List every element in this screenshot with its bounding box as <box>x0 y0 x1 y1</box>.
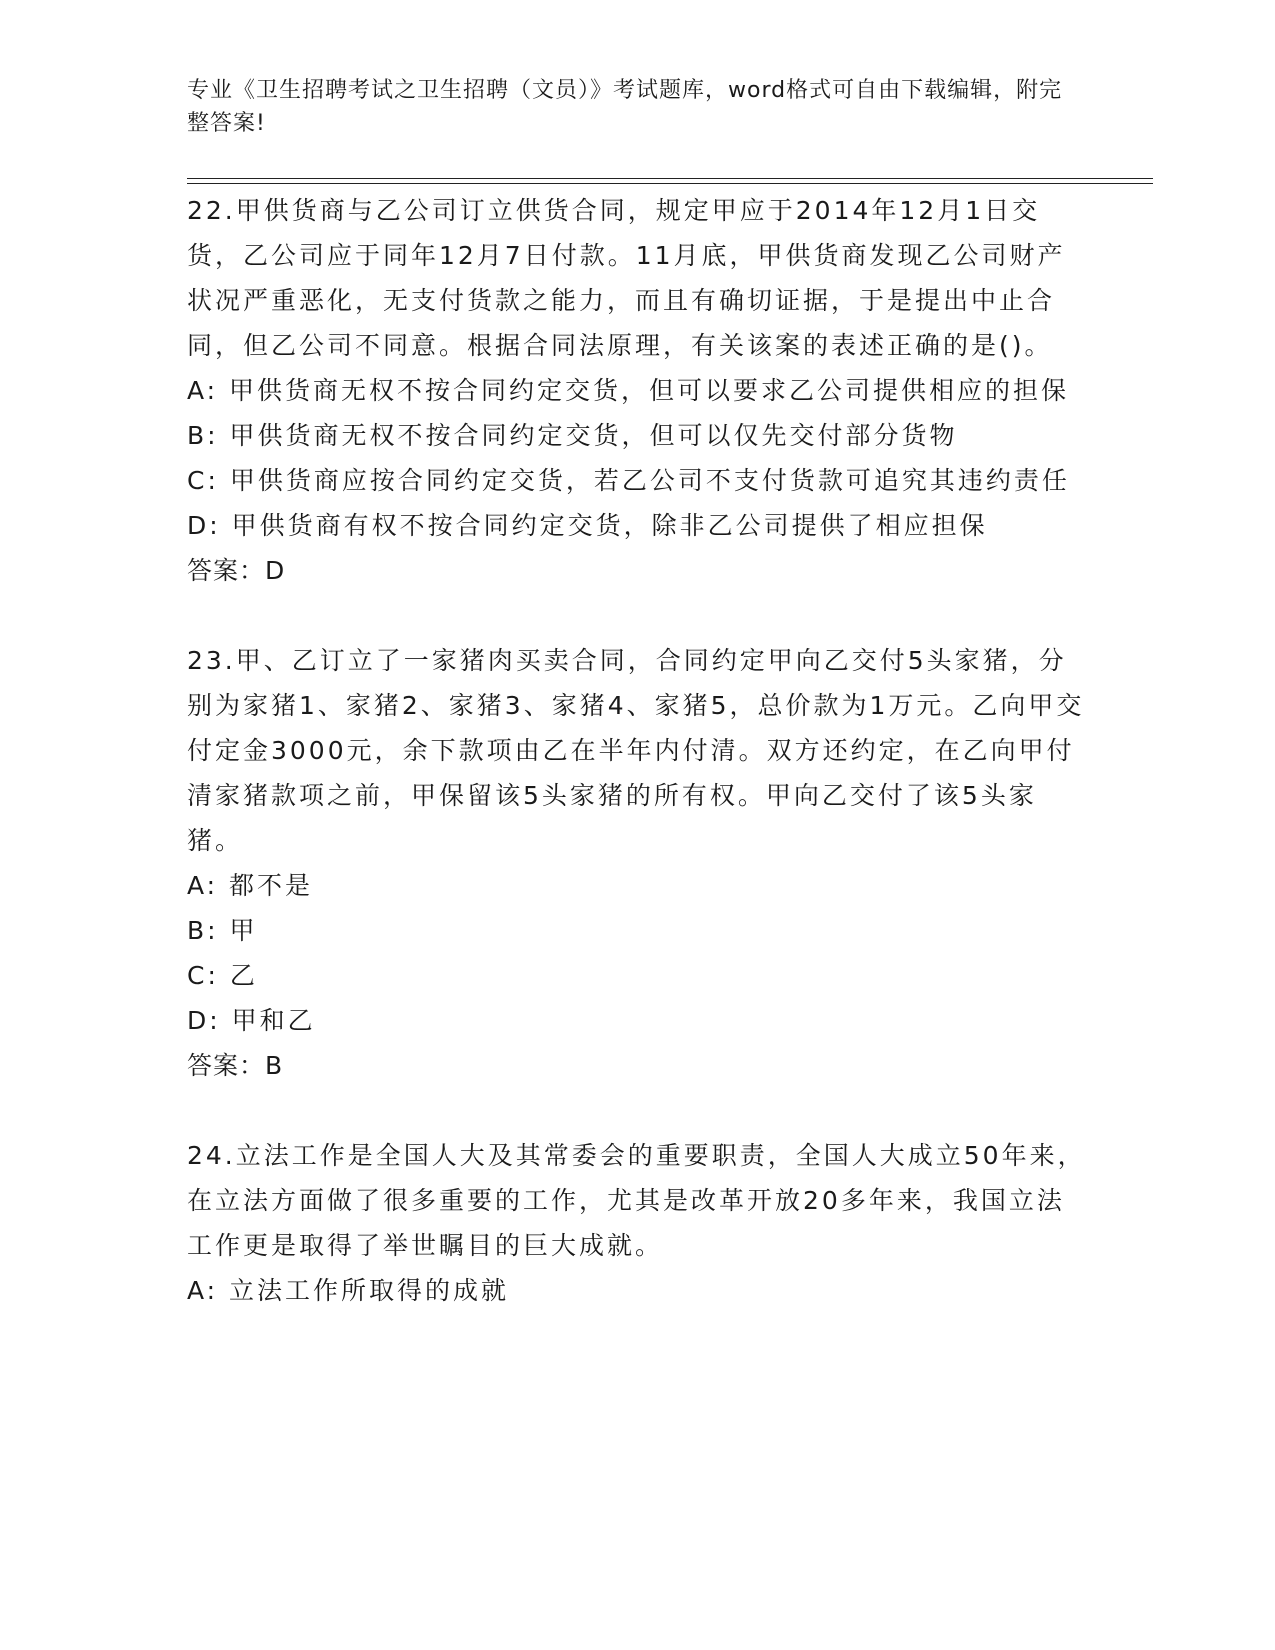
option-c: C: 甲供货商应按合同约定交货，若乙公司不支付货款可追究其违约责任 <box>187 466 1070 495</box>
document-body <box>187 188 1087 1313</box>
question-23 <box>187 638 1087 1088</box>
question-24 <box>187 1133 1087 1313</box>
option-a: A: 立法工作所取得的成就 <box>187 1276 510 1305</box>
question-text: 22.甲供货商与乙公司订立供货合同，规定甲应于2014年12月1日交货，乙公司应于同年12月7日付款。11月底，甲供货商发现乙公司财产状况严重恶化，无支付货款之能力，而且有确切证据，于是提出中止合同，但乙公司不同意。根据合同法原理，有关该案的表述正确的是()。 <box>187 196 1066 360</box>
question-22 <box>187 188 1087 593</box>
header-rule-bottom <box>187 183 1153 184</box>
header-rule-top <box>187 178 1153 179</box>
option-c: C: 乙 <box>187 961 258 990</box>
option-b: B: 甲 <box>187 916 258 945</box>
option-d: D: 甲供货商有权不按合同约定交货，除非乙公司提供了相应担保 <box>187 511 988 540</box>
option-d: D: 甲和乙 <box>187 1006 316 1035</box>
question-spacer <box>187 593 1087 638</box>
answer: 答案：B <box>187 1051 284 1080</box>
option-a: A: 都不是 <box>187 871 314 900</box>
option-a: A: 甲供货商无权不按合同约定交货，但可以要求乙公司提供相应的担保 <box>187 376 1070 405</box>
question-text: 24.立法工作是全国人大及其常委会的重要职责，全国人大成立50年来，在立法方面做了很多重要的工作，尤其是改革开放20多年来，我国立法工作更是取得了举世瞩目的巨大成就。 <box>187 1141 1086 1260</box>
answer: 答案：D <box>187 556 286 585</box>
question-text: 23.甲、乙订立了一家猪肉买卖合同，合同约定甲向乙交付5头家猪，分别为家猪1、家猪2、家猪3、家猪4、家猪5，总价款为1万元。乙向甲交付定金3000元，余下款项由乙在半年内付清。双方还约定，在乙向甲付清家猪款项之前，甲保留该5头家猪的所有权。甲向乙交付了该5头家猪。 <box>187 646 1085 855</box>
page-header: 专业《卫生招聘考试之卫生招聘（文员）》考试题库，word格式可自由下载编辑，附完整答案! <box>187 78 1063 136</box>
option-b: B: 甲供货商无权不按合同约定交货，但可以仅先交付部分货物 <box>187 421 958 450</box>
question-spacer <box>187 1088 1087 1133</box>
